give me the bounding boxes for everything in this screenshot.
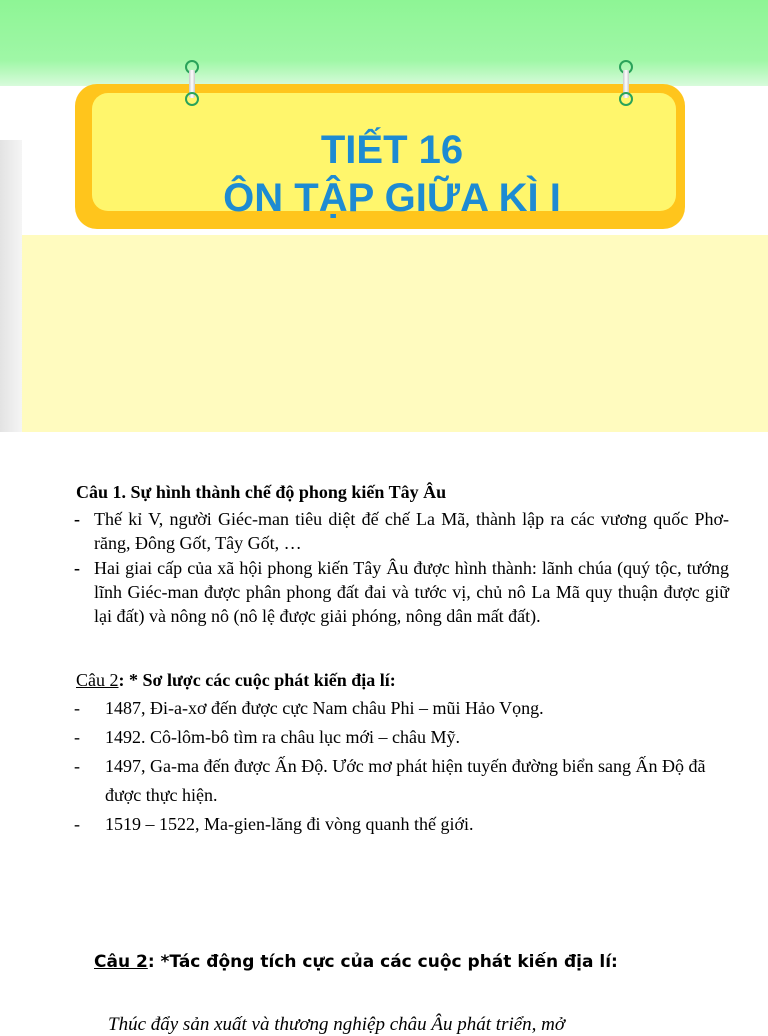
slide-title	[92, 126, 692, 222]
yellow-panel	[22, 235, 768, 432]
question-2b-heading: : *Tác động tích cực của các cuộc phát kiến địa lí:	[147, 952, 618, 972]
document-body	[0, 432, 768, 1035]
hanger-hook-icon	[619, 60, 633, 108]
q2-item-text: 1497, Ga-ma đến được Ấn Độ. Ước mơ phát hiện tuyến đường biển sang Ấn Độ đã được thực hiện.	[105, 756, 706, 805]
q1-bullet	[74, 507, 729, 555]
bullet-dash-icon: -	[74, 509, 80, 529]
q1-bullet-text: Thế kỉ V, người Giéc-man tiêu diệt đế chế La Mã, thành lập ra các vương quốc Phơ-răng, Đông Gốt, Tây Gốt, …	[94, 509, 729, 553]
left-shadow-panel	[0, 140, 22, 432]
q2-item-text: 1487, Đi-a-xơ đến được cực Nam châu Phi – mũi Hảo Vọng.	[105, 698, 544, 718]
bullet-dash-icon: -	[74, 727, 80, 747]
q2-item	[74, 810, 734, 839]
bullet-dash-icon: -	[74, 558, 80, 578]
q2-item-text: 1519 – 1522, Ma-gien-lăng đi vòng quanh thế giới.	[105, 814, 474, 834]
top-green-band	[0, 0, 768, 86]
q2-item	[74, 694, 734, 723]
bullet-dash-icon: -	[74, 814, 80, 834]
hook-ring-bottom	[619, 92, 633, 106]
hook-ring-bottom	[185, 92, 199, 106]
q1-bullet	[74, 556, 729, 628]
question-2b-label: Câu 2	[94, 952, 148, 972]
hanger-hook-icon	[185, 60, 199, 108]
slide-title-line2: ÔN TẬP GIỮA KÌ I	[223, 176, 561, 220]
question-1-title: Câu 1. Sự hình thành chế độ phong kiến Tây Âu	[76, 482, 447, 502]
question-2-heading: : * Sơ lược các cuộc phát kiến địa lí:	[118, 670, 396, 690]
question-2-impact-title	[94, 952, 618, 972]
q1-bullet-text: Hai giai cấp của xã hội phong kiến Tây Âu được hình thành: lãnh chúa (quý tộc, tướng lĩnh Giéc-man được phân phong đất đai và tước vị, chủ nô La Mã quy thuận được giữ lại đất) và nông nô (nô lệ được giải phóng, nông dân mất đất).	[94, 558, 729, 626]
question-2-title	[76, 670, 396, 691]
bullet-dash-icon: -	[74, 698, 80, 718]
question-2-label: Câu 2	[76, 670, 119, 690]
q2-item	[74, 723, 734, 752]
cut-off-line: Thúc đẩy sản xuất và thương nghiệp châu Âu phát triển, mở	[108, 1014, 566, 1035]
q2-item	[74, 752, 734, 810]
slide-title-line1: TIẾT 16	[320, 128, 464, 172]
q2-item-text: 1492. Cô-lôm-bô tìm ra châu lục mới – châu Mỹ.	[105, 727, 460, 747]
bullet-dash-icon: -	[74, 756, 80, 776]
title-slide	[0, 0, 768, 432]
